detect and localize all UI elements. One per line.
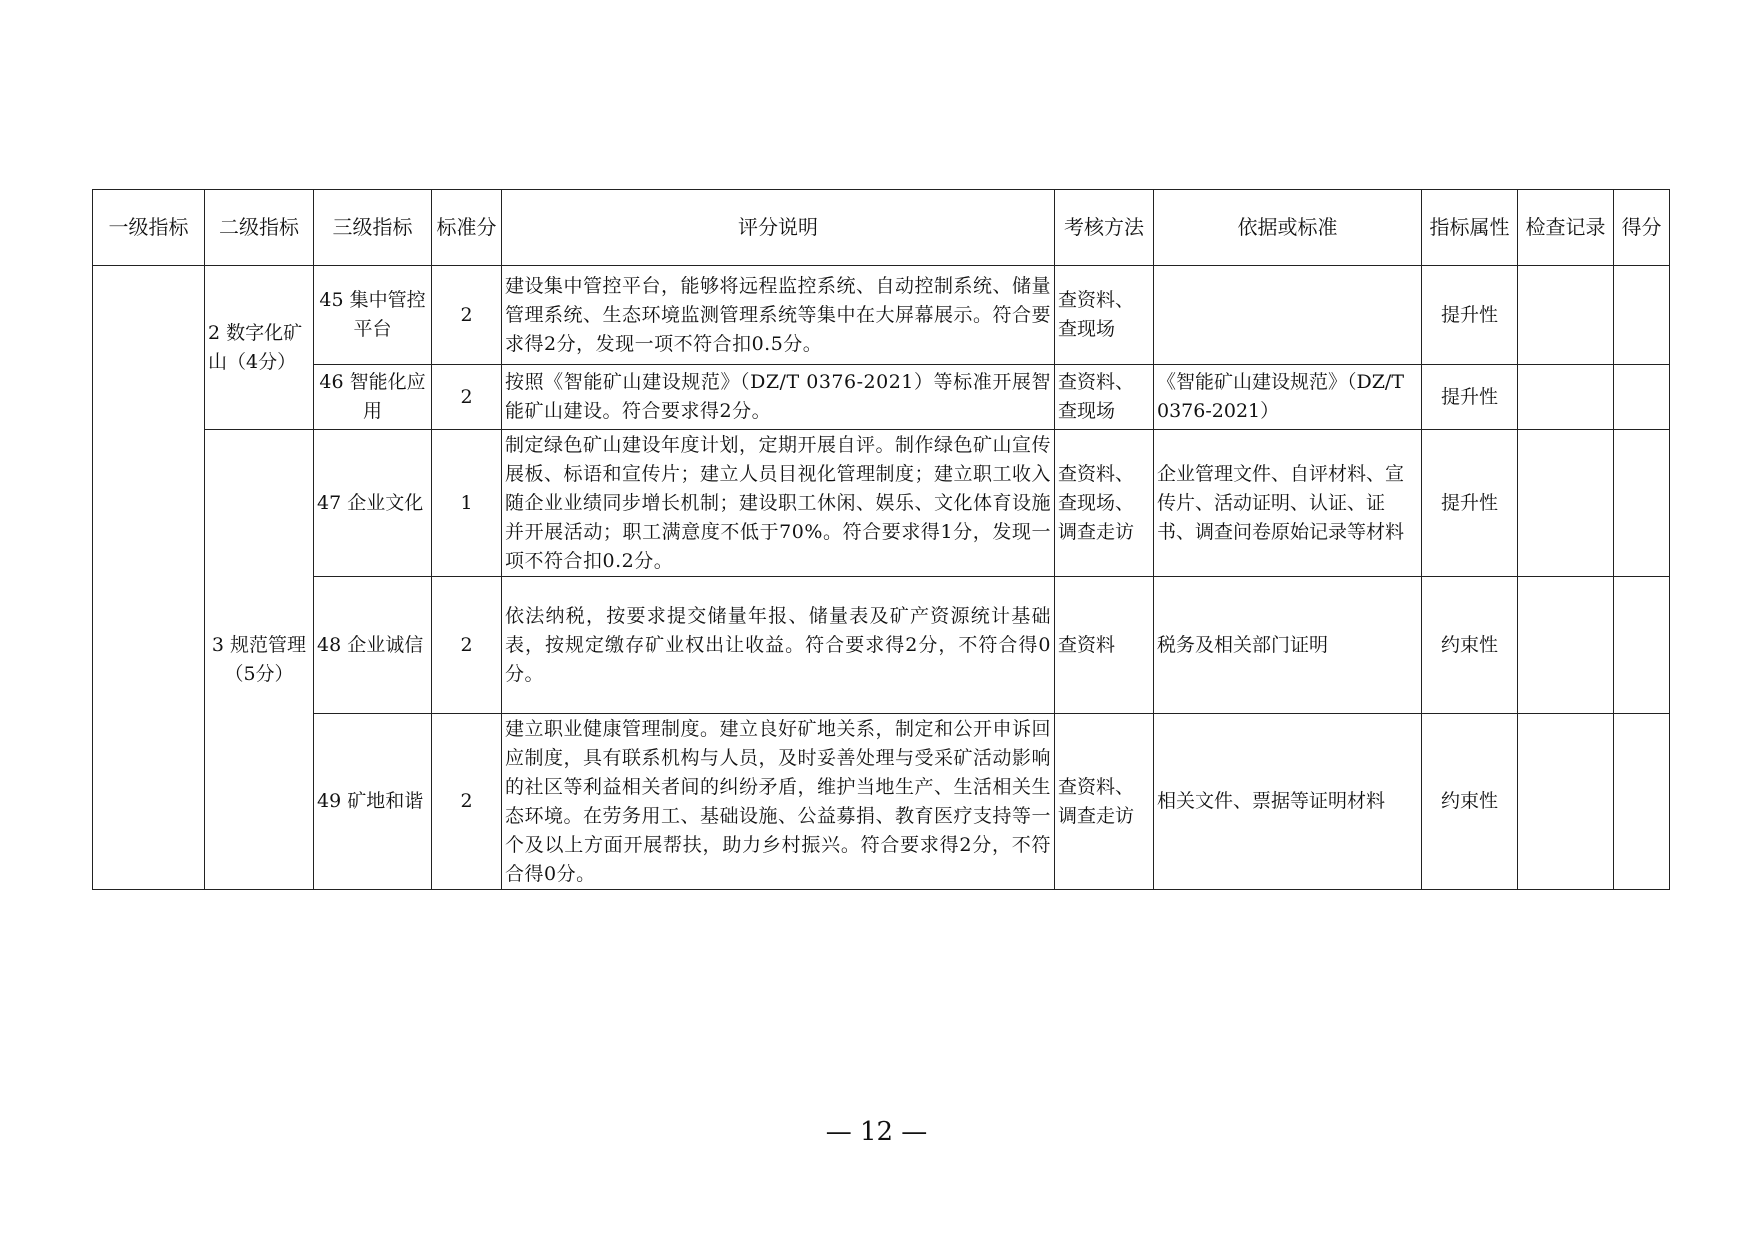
page-number: — 12 — — [825, 1117, 928, 1147]
basis-cell: 企业管理文件、自评材料、宣传片、活动证明、认证、证书、调查问卷原始记录等材料 — [1154, 430, 1422, 577]
basis-cell: 税务及相关部门证明 — [1154, 577, 1422, 714]
attr-cell: 约束性 — [1422, 714, 1518, 890]
level3-cell: 47 企业文化 — [314, 430, 432, 577]
basis-cell: 相关文件、票据等证明材料 — [1154, 714, 1422, 890]
table-row — [93, 365, 1670, 430]
header-method: 考核方法 — [1055, 190, 1154, 266]
got-cell — [1614, 365, 1670, 430]
header-basis: 依据或标准 — [1154, 190, 1422, 266]
method-cell: 查资料、查现场 — [1055, 365, 1154, 430]
score-cell: 2 — [432, 577, 502, 714]
table-row — [93, 714, 1670, 890]
score-cell: 2 — [432, 714, 502, 890]
table-row — [93, 266, 1670, 365]
method-cell: 查资料、调查走访 — [1055, 714, 1154, 890]
level3-cell: 49 矿地和谐 — [314, 714, 432, 890]
scoring-table — [92, 189, 1670, 890]
score-cell: 1 — [432, 430, 502, 577]
attr-cell: 提升性 — [1422, 430, 1518, 577]
record-cell — [1518, 430, 1614, 577]
header-level2: 二级指标 — [205, 190, 314, 266]
header-level3: 三级指标 — [314, 190, 432, 266]
record-cell — [1518, 577, 1614, 714]
basis-cell — [1154, 266, 1422, 365]
desc-cell: 建立职业健康管理制度。建立良好矿地关系，制定和公开申诉回应制度，具有联系机构与人员，及时妥善处理与受采矿活动影响的社区等利益相关者间的纠纷矛盾，维护当地生产、生活相关生态环境。在劳务用工、基础设施、公益募捐、教育医疗支持等一个及以上方面开展帮扶，助力乡村振兴。符合要求得2分，不符合得0分。 — [502, 714, 1055, 890]
table-row — [93, 430, 1670, 577]
got-cell — [1614, 714, 1670, 890]
level3-cell: 46 智能化应用 — [314, 365, 432, 430]
record-cell — [1518, 365, 1614, 430]
attr-cell: 提升性 — [1422, 266, 1518, 365]
header-level1: 一级指标 — [93, 190, 205, 266]
header-attr: 指标属性 — [1422, 190, 1518, 266]
attr-cell: 约束性 — [1422, 577, 1518, 714]
got-cell — [1614, 266, 1670, 365]
level3-cell: 45 集中管控平台 — [314, 266, 432, 365]
got-cell — [1614, 577, 1670, 714]
method-cell: 查资料、查现场、调查走访 — [1055, 430, 1154, 577]
header-got: 得分 — [1614, 190, 1670, 266]
desc-cell: 按照《智能矿山建设规范》（DZ/T 0376-2021）等标准开展智能矿山建设。符合要求得2分。 — [502, 365, 1055, 430]
header-row — [93, 190, 1670, 266]
score-cell: 2 — [432, 365, 502, 430]
got-cell — [1614, 430, 1670, 577]
header-record: 检查记录 — [1518, 190, 1614, 266]
method-cell: 查资料 — [1055, 577, 1154, 714]
level1-cell — [93, 266, 205, 890]
basis-cell: 《智能矿山建设规范》（DZ/T 0376-2021） — [1154, 365, 1422, 430]
level3-cell: 48 企业诚信 — [314, 577, 432, 714]
level2-cell: 3 规范管理（5分） — [205, 430, 314, 890]
table-row — [93, 577, 1670, 714]
header-score: 标准分 — [432, 190, 502, 266]
method-cell: 查资料、查现场 — [1055, 266, 1154, 365]
record-cell — [1518, 714, 1614, 890]
level2-cell: 2 数字化矿山（4分） — [205, 266, 314, 430]
record-cell — [1518, 266, 1614, 365]
desc-cell: 建设集中管控平台，能够将远程监控系统、自动控制系统、储量管理系统、生态环境监测管理系统等集中在大屏幕展示。符合要求得2分，发现一项不符合扣0.5分。 — [502, 266, 1055, 365]
attr-cell: 提升性 — [1422, 365, 1518, 430]
header-desc: 评分说明 — [502, 190, 1055, 266]
desc-cell: 依法纳税，按要求提交储量年报、储量表及矿产资源统计基础表，按规定缴存矿业权出让收益。符合要求得2分，不符合得0分。 — [502, 577, 1055, 714]
desc-cell: 制定绿色矿山建设年度计划，定期开展自评。制作绿色矿山宣传展板、标语和宣传片；建立人员目视化管理制度；建立职工收入随企业业绩同步增长机制；建设职工休闲、娱乐、文化体育设施并开展活动；职工满意度不低于70%。符合要求得1分，发现一项不符合扣0.2分。 — [502, 430, 1055, 577]
score-cell: 2 — [432, 266, 502, 365]
